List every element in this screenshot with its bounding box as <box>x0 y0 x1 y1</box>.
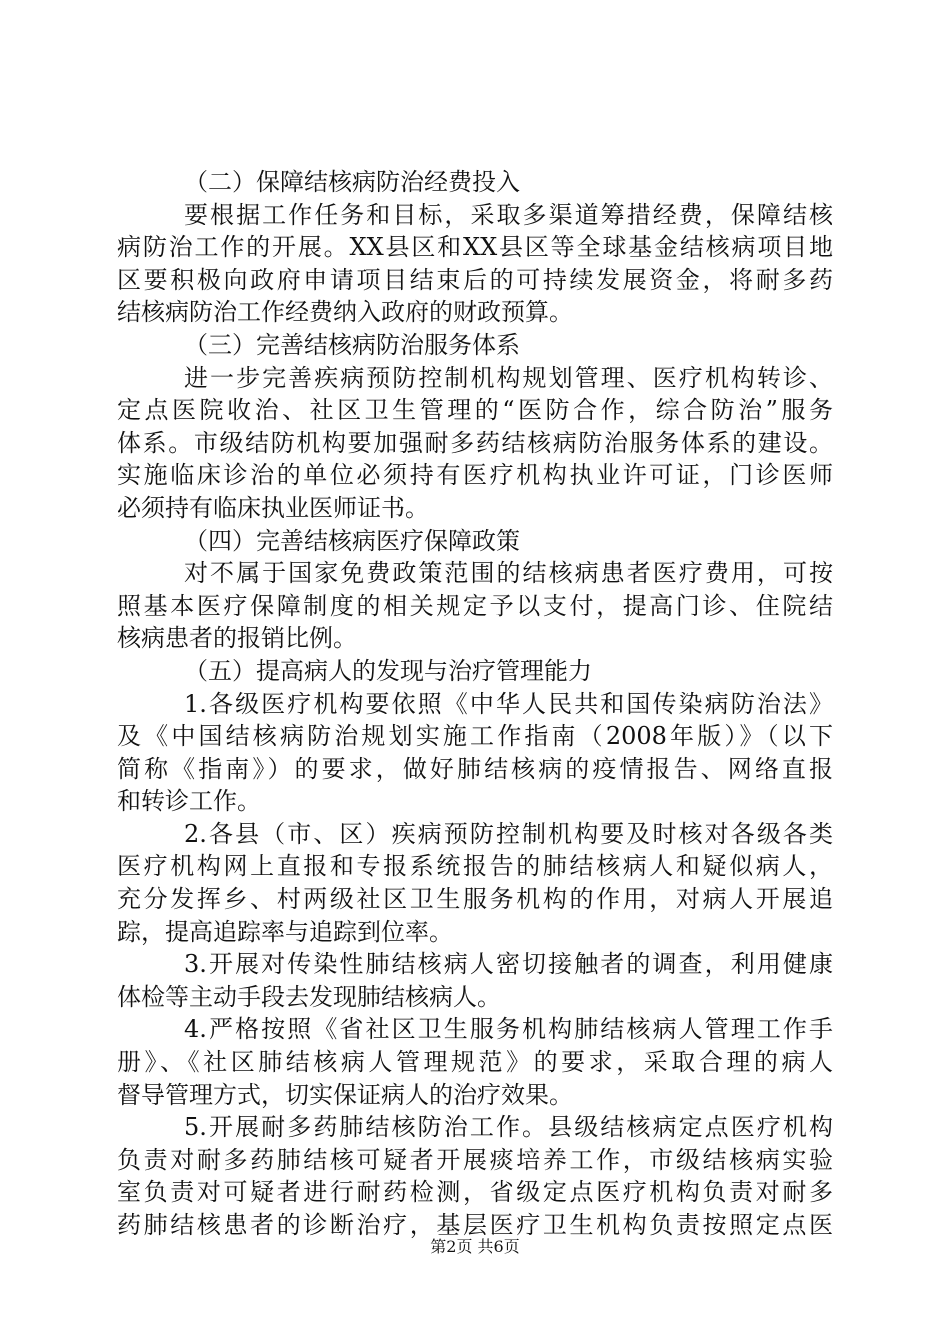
text-line: 和转诊工作。 <box>117 787 261 816</box>
text-line: 简称《指南》）的要求，做好肺结核病的疫情报告、网络直报 <box>117 754 833 783</box>
text-line: 核病患者的报销比例。 <box>117 624 357 653</box>
text-line: （二）保障结核病防治经费投入 <box>184 168 520 196</box>
text-line: 体检等主动手段去发现肺结核病人。 <box>117 982 501 1011</box>
text-line: 进一步完善疾病预防控制机构规划管理、医疗机构转诊、 <box>184 363 833 392</box>
text-line: 5.开展耐多药肺结核防治工作。县级结核病定点医疗机构 <box>184 1113 833 1142</box>
document-body <box>117 166 833 1242</box>
text-line: 踪，提高追踪率与追踪到位率。 <box>117 917 453 946</box>
text-line: （五）提高病人的发现与治疗管理能力 <box>184 656 592 685</box>
text-line: 定点医院收治、社区卫生管理的“医防合作，综合防治”服务 <box>117 396 833 425</box>
text-line: 照基本医疗保障制度的相关规定予以支付，提高门诊、住院结 <box>117 591 833 620</box>
text-line: 结核病防治工作经费纳入政府的财政预算。 <box>117 298 573 327</box>
text-line: 室负责对可疑者进行耐药检测，省级定点医疗机构负责对耐多 <box>117 1178 833 1207</box>
text-line: 实施临床诊治的单位必须持有医疗机构执业许可证，门诊医师 <box>117 461 833 490</box>
text-line: 1.各级医疗机构要依照《中华人民共和国传染病防治法》 <box>184 689 833 718</box>
text-line: （三）完善结核病防治服务体系 <box>184 330 520 359</box>
text-line: 病防治工作的开展。XX县区和XX县区等全球基金结核病项目地 <box>117 233 833 262</box>
text-line: 区要积极向政府申请项目结束后的可持续发展资金，将耐多药 <box>117 265 833 294</box>
text-line: 医疗机构网上直报和专报系统报告的肺结核病人和疑似病人， <box>117 852 833 881</box>
text-line: 2.各县（市、区）疾病预防控制机构要及时核对各级各类 <box>184 819 833 848</box>
text-line: 及《中国结核病防治规划实施工作指南（2008年版）》（以下 <box>117 722 833 751</box>
text-line: 要根据工作任务和目标，采取多渠道筹措经费，保障结核 <box>184 200 833 229</box>
text-line: 体系。市级结防机构要加强耐多药结核病防治服务体系的建设。 <box>117 428 833 457</box>
text-line: 3.开展对传染性肺结核病人密切接触者的调查，利用健康 <box>184 950 833 979</box>
text-line: 充分发挥乡、村两级社区卫生服务机构的作用，对病人开展追 <box>117 885 833 914</box>
text-line: 必须持有临床执业医师证书。 <box>117 493 429 522</box>
page-footer: 第2页 共6页 <box>430 1237 520 1256</box>
text-line: （四）完善结核病医疗保障政策 <box>184 526 520 555</box>
text-line: 对不属于国家免费政策范围的结核病患者医疗费用，可按 <box>184 559 833 588</box>
text-line: 药肺结核患者的诊断治疗，基层医疗卫生机构负责按照定点医 <box>117 1211 833 1239</box>
text-line: 督导管理方式，切实保证病人的治疗效果。 <box>117 1080 573 1109</box>
text-line: 4.严格按照《省社区卫生服务机构肺结核病人管理工作手 <box>184 1015 833 1044</box>
text-line: 负责对耐多药肺结核可疑者开展痰培养工作，市级结核病实验 <box>117 1145 833 1174</box>
text-line: 册》、《社区肺结核病人管理规范》的要求，采取合理的病人 <box>117 1048 833 1077</box>
